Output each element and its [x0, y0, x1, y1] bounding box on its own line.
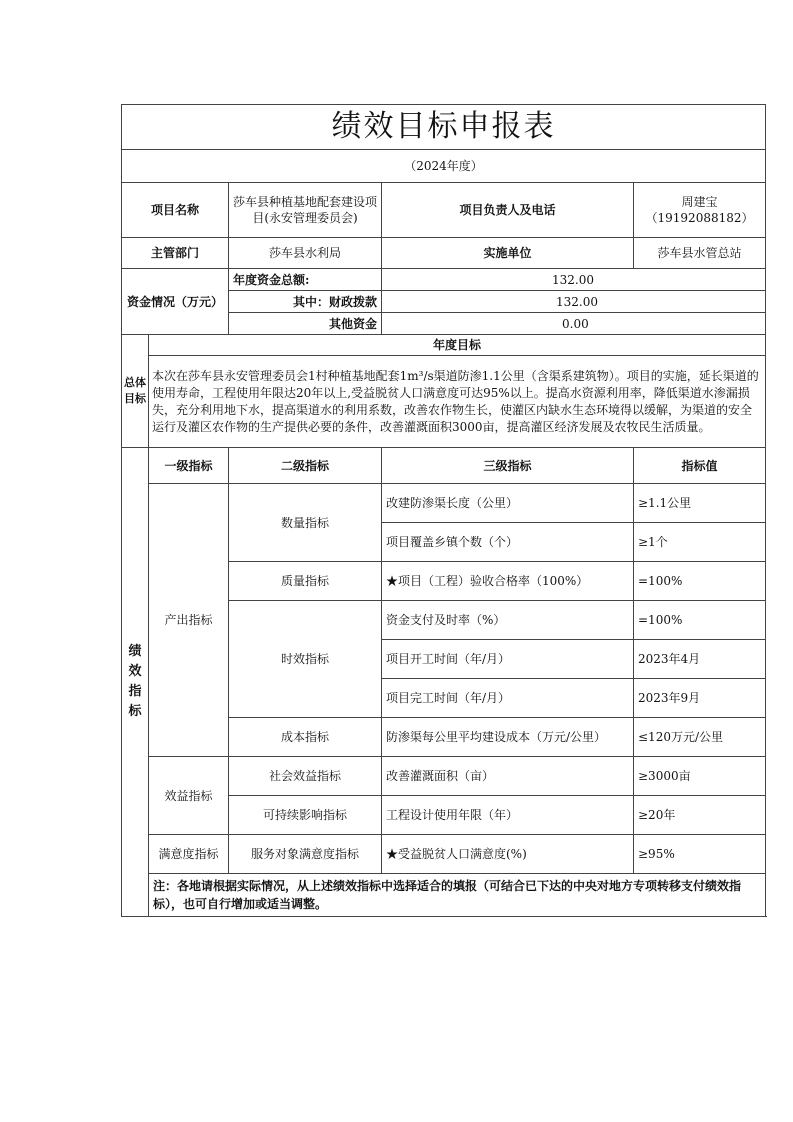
dept-label: 主管部门	[122, 238, 229, 269]
level2-service-satisfaction: 服务对象满意度指标	[229, 835, 382, 874]
indicator-row-value: ≥1.1公里	[634, 484, 766, 523]
indicator-row-value: ≥3000亩	[634, 757, 766, 796]
col-header-level1: 一级指标	[149, 448, 229, 484]
indicator-row-value: =100%	[634, 562, 766, 601]
col-header-level2: 二级指标	[229, 448, 382, 484]
form-table	[121, 104, 766, 917]
project-leader-name: 周建宝	[681, 195, 718, 209]
indicators-side-label: 绩效指标	[122, 448, 149, 917]
indicator-row-name: 资金支付及时率（%）	[382, 601, 634, 640]
indicator-row-name: ★受益脱贫人口满意度(%)	[382, 835, 634, 874]
project-name-label: 项目名称	[122, 183, 229, 238]
level2-quality: 质量指标	[229, 562, 382, 601]
level2-cost: 成本指标	[229, 718, 382, 757]
col-header-value: 指标值	[634, 448, 766, 484]
funds-fiscal-label: 其中：财政拨款	[229, 291, 382, 313]
indicator-row-value: ≤120万元/公里	[634, 718, 766, 757]
indicator-row-name: ★项目（工程）验收合格率（100%）	[382, 562, 634, 601]
funds-other-label: 其他资金	[229, 313, 382, 335]
indicator-row-value: 2023年4月	[634, 640, 766, 679]
indicator-row-name: 项目开工时间（年/月）	[382, 640, 634, 679]
project-leader-value	[634, 183, 766, 238]
level1-satisfaction: 满意度指标	[149, 835, 229, 874]
funds-label: 资金情况（万元）	[122, 269, 229, 335]
level1-benefit: 效益指标	[149, 757, 229, 835]
form-title: 绩效目标申报表	[122, 105, 766, 150]
indicator-row-name: 防渗渠每公里平均建设成本（万元/公里）	[382, 718, 634, 757]
form-year: （2024年度）	[122, 150, 766, 183]
indicator-row-name: 项目覆盖乡镇个数（个）	[382, 523, 634, 562]
indicator-row-value: ≥20年	[634, 796, 766, 835]
funds-total-value: 132.00	[382, 269, 766, 291]
project-leader-label: 项目负责人及电话	[382, 183, 634, 238]
overall-goal-label: 总体目标	[122, 335, 149, 448]
annual-goal-text: 本次在莎车县永安管理委员会1村种植基地配套1m³/s渠道防渗1.1公里（含渠系建筑物）。项目的实施，延长渠道的使用寿命，工程使用年限达20年以上,受益脱贫人口满意度可达95%以上。提高水资源利用率，降低渠道水渗漏损失，充分利用地下水，提高渠道水的利用系数，改善农作物生长，使灌区内缺水生态环境得以缓解，为渠道的安全运行及灌区农作物的生产提供必要的条件，改善灌溉面积3000亩，提高灌区经济发展及农牧民生活质量。	[149, 356, 766, 448]
level2-quantity: 数量指标	[229, 484, 382, 562]
level2-sustain: 可持续影响指标	[229, 796, 382, 835]
annual-goal-header: 年度目标	[149, 335, 766, 356]
level2-timeliness: 时效指标	[229, 601, 382, 718]
project-leader-phone: （19192088182）	[645, 211, 754, 225]
indicator-row-value: ≥95%	[634, 835, 766, 874]
dept-value: 莎车县水利局	[229, 238, 382, 269]
performance-form	[121, 104, 765, 917]
funds-total-label: 年度资金总额:	[229, 269, 382, 291]
indicator-row-value: ≥1个	[634, 523, 766, 562]
funds-fiscal-value: 132.00	[382, 291, 766, 313]
indicator-row-value: 2023年9月	[634, 679, 766, 718]
form-note: 注：各地请根据实际情况，从上述绩效指标中选择适合的填报（可结合已下达的中央对地方专项转移支付绩效指标），也可自行增加或适当调整。	[149, 874, 766, 917]
level1-output: 产出指标	[149, 484, 229, 757]
indicator-row-name: 项目完工时间（年/月）	[382, 679, 634, 718]
impl-unit-value: 莎车县水管总站	[634, 238, 766, 269]
level2-social: 社会效益指标	[229, 757, 382, 796]
indicator-row-name: 改善灌溉面积（亩）	[382, 757, 634, 796]
indicator-row-name: 改建防渗渠长度（公里）	[382, 484, 634, 523]
project-name-value: 莎车县种植基地配套建设项目(永安管理委员会)	[229, 183, 382, 238]
col-header-level3: 三级指标	[382, 448, 634, 484]
indicator-row-name: 工程设计使用年限（年）	[382, 796, 634, 835]
indicator-row-value: =100%	[634, 601, 766, 640]
funds-other-value: 0.00	[382, 313, 766, 335]
impl-unit-label: 实施单位	[382, 238, 634, 269]
